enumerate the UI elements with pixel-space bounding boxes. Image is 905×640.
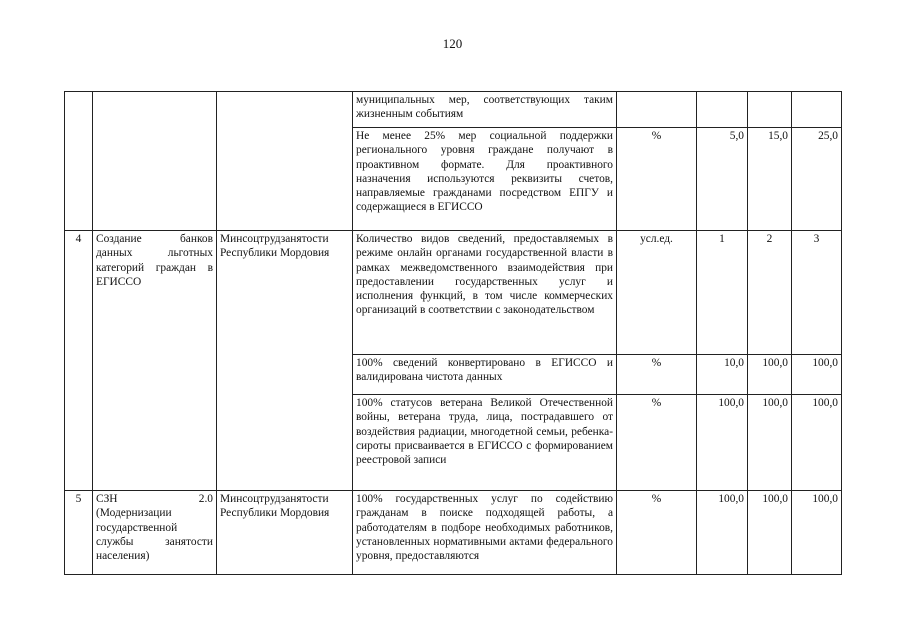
value-cell: 15,0 bbox=[748, 128, 792, 231]
indicators-table bbox=[64, 91, 842, 575]
value-cell: 100,0 bbox=[792, 395, 842, 491]
indicator-text: 100% статусов ветерана Великой Отечественной войны, ветерана труда, лица, пострадавшего от воздействия радиации, многодетной семьи, ребенка-сироты присваивается в ЕГИССО с формированием реестровой записи bbox=[353, 395, 617, 491]
value-cell bbox=[748, 92, 792, 128]
responsible: Минсоцтрудзанятости Республики Мордовия bbox=[217, 491, 353, 575]
indicator-text: 100% сведений конвертировано в ЕГИССО и валидирована чистота данных bbox=[353, 355, 617, 395]
value-cell: 10,0 bbox=[697, 355, 748, 395]
unit-cell: % bbox=[617, 395, 697, 491]
value-cell: 5,0 bbox=[697, 128, 748, 231]
table-row bbox=[65, 231, 842, 355]
responsible: Минсоцтрудзанятости Республики Мордовия bbox=[217, 231, 353, 491]
value-cell: 2 bbox=[748, 231, 792, 355]
indicator-text: муниципальных мер, соответствующих таким жизненным событиям bbox=[353, 92, 617, 128]
unit-cell: % bbox=[617, 128, 697, 231]
value-cell bbox=[697, 92, 748, 128]
value-cell: 100,0 bbox=[792, 355, 842, 395]
value-cell: 100,0 bbox=[697, 491, 748, 575]
unit-cell: % bbox=[617, 491, 697, 575]
project-name: СЗН 2.0 (Модернизации государственной службы занятости населения) bbox=[93, 491, 217, 575]
value-cell: 100,0 bbox=[697, 395, 748, 491]
value-cell: 3 bbox=[792, 231, 842, 355]
table-row bbox=[65, 92, 842, 128]
value-cell: 100,0 bbox=[748, 491, 792, 575]
value-cell: 100,0 bbox=[748, 395, 792, 491]
indicator-text: Количество видов сведений, предоставляемых в режиме онлайн органами государственной власти в рамках межведомственного взаимодействия при предоставлении государственных услуг и исполнения функций, в том числе коммерческих организаций в соответствии с законодательством bbox=[353, 231, 617, 355]
page-number: 120 bbox=[442, 36, 463, 51]
value-cell: 25,0 bbox=[792, 128, 842, 231]
row-number bbox=[65, 92, 93, 231]
row-number: 4 bbox=[65, 231, 93, 491]
value-cell: 1 bbox=[697, 231, 748, 355]
project-name bbox=[93, 92, 217, 231]
table-row bbox=[65, 491, 842, 575]
value-cell bbox=[792, 92, 842, 128]
project-name: Создание банков данных льготных категорий граждан в ЕГИССО bbox=[93, 231, 217, 491]
value-cell: 100,0 bbox=[792, 491, 842, 575]
value-cell: 100,0 bbox=[748, 355, 792, 395]
unit-cell: % bbox=[617, 355, 697, 395]
indicator-text: 100% государственных услуг по содействию гражданам в поиске подходящей работы, а работодателям в подборе необходимых работников, установленных нормативными актами федерального уровня, предоставляются bbox=[353, 491, 617, 575]
indicator-text: Не менее 25% мер социальной поддержки регионального уровня граждане получают в проактивном формате. Для проактивного назначения используются реквизиты счетов, направляемые гражданами посредством ЕПГУ и содержащиеся в ЕГИССО bbox=[353, 128, 617, 231]
unit-cell bbox=[617, 92, 697, 128]
row-number: 5 bbox=[65, 491, 93, 575]
responsible bbox=[217, 92, 353, 231]
unit-cell: усл.ед. bbox=[617, 231, 697, 355]
